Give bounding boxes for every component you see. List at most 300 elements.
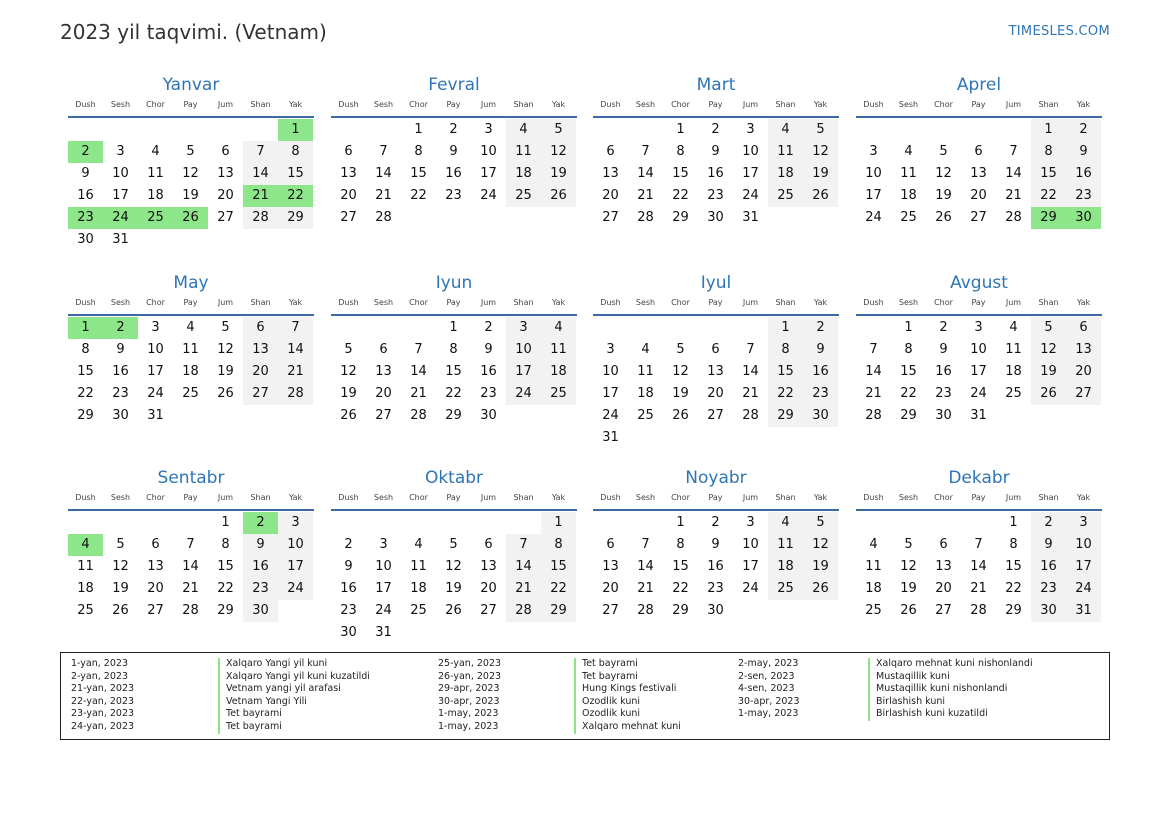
day-cell: 14 xyxy=(970,559,987,574)
day-cell: 8 xyxy=(541,534,576,556)
day-cell: 1 xyxy=(768,317,803,339)
day-cell: 23 xyxy=(935,386,952,401)
holiday-day-cell: 2 xyxy=(103,317,138,339)
legend-holiday-name: Xalqaro Yangi yil kuni kuzatildi xyxy=(218,671,370,684)
month-sentabr xyxy=(68,467,314,622)
brand-link[interactable]: TIMESLES.COM xyxy=(1008,24,1110,39)
day-cell: 27 xyxy=(480,603,497,618)
day-cell: 17 xyxy=(1066,556,1101,578)
day-cell: 14 xyxy=(278,339,313,361)
day-cell: 25 xyxy=(637,408,654,423)
day-cell: 25 xyxy=(77,603,94,618)
day-cell: 14 xyxy=(637,559,654,574)
day-grid xyxy=(331,512,577,644)
day-cell: 26 xyxy=(340,408,357,423)
day-cell: 24 xyxy=(375,603,392,618)
day-cell: 3 xyxy=(974,320,983,335)
day-cell: 1 xyxy=(449,320,458,335)
weekday-label: Dush xyxy=(600,100,621,109)
day-cell: 29 xyxy=(768,405,803,427)
day-cell: 21 xyxy=(865,386,882,401)
day-cell: 4 xyxy=(904,144,913,159)
legend-holiday-name: Vetnam Yangi Yili xyxy=(218,696,370,709)
day-cell: 17 xyxy=(865,188,882,203)
day-cell: 23 xyxy=(707,581,724,596)
legend-date: 2-yan, 2023 xyxy=(71,670,128,682)
day-cell: 19 xyxy=(672,386,689,401)
day-cell: 11 xyxy=(900,166,917,181)
weekday-label: Pay xyxy=(446,493,461,502)
holiday-day-cell: 24 xyxy=(103,207,138,229)
day-grid xyxy=(856,317,1102,427)
day-cell: 28 xyxy=(278,383,313,405)
empty-cell xyxy=(331,119,366,141)
day-cell: 18 xyxy=(410,581,427,596)
weekday-header xyxy=(593,296,839,316)
month-name: Iyul xyxy=(700,273,732,293)
day-cell: 6 xyxy=(606,144,615,159)
day-cell: 9 xyxy=(1031,534,1066,556)
legend-names-column xyxy=(218,658,370,734)
legend-date: 26-yan, 2023 xyxy=(438,670,502,682)
empty-cell xyxy=(68,119,103,141)
day-cell: 21 xyxy=(506,578,541,600)
day-cell: 25 xyxy=(865,603,882,618)
day-cell: 18 xyxy=(77,581,94,596)
weekday-label: Chor xyxy=(146,493,165,502)
day-cell: 15 xyxy=(445,364,462,379)
day-grid xyxy=(856,119,1102,229)
day-cell: 22 xyxy=(217,581,234,596)
day-cell: 8 xyxy=(81,342,90,357)
day-cell: 5 xyxy=(803,119,838,141)
day-cell: 28 xyxy=(970,603,987,618)
weekday-label: Pay xyxy=(183,493,198,502)
weekday-label: Jum xyxy=(217,493,234,502)
empty-cell xyxy=(173,512,208,534)
weekday-label: Shan xyxy=(250,100,271,109)
weekday-label: Sesh xyxy=(373,298,394,307)
day-cell: 27 xyxy=(243,383,278,405)
day-cell: 3 xyxy=(278,512,313,534)
day-cell: 19 xyxy=(1031,361,1066,383)
day-cell: 19 xyxy=(900,581,917,596)
weekday-header xyxy=(331,98,577,118)
day-cell: 31 xyxy=(970,408,987,423)
weekday-label: Yak xyxy=(551,493,566,502)
day-cell: 6 xyxy=(606,537,615,552)
day-cell: 20 xyxy=(1066,361,1101,383)
day-cell: 20 xyxy=(217,188,234,203)
day-cell: 3 xyxy=(151,320,160,335)
empty-cell xyxy=(628,512,663,534)
day-cell: 7 xyxy=(186,537,195,552)
day-cell: 29 xyxy=(1005,603,1022,618)
weekday-label: Sesh xyxy=(898,100,919,109)
day-cell: 16 xyxy=(243,556,278,578)
weekday-label: Dush xyxy=(75,493,96,502)
day-cell: 14 xyxy=(375,166,392,181)
month-may xyxy=(68,272,314,427)
day-cell: 15 xyxy=(77,364,94,379)
day-cell: 30 xyxy=(707,210,724,225)
weekday-label: Dush xyxy=(863,298,884,307)
weekday-header xyxy=(856,98,1102,118)
day-cell: 10 xyxy=(1066,534,1101,556)
day-cell: 17 xyxy=(742,559,759,574)
day-cell: 7 xyxy=(974,537,983,552)
legend-date: 1-may, 2023 xyxy=(438,720,499,732)
day-cell: 12 xyxy=(900,559,917,574)
day-grid xyxy=(593,119,839,229)
day-cell: 21 xyxy=(375,188,392,203)
day-cell: 19 xyxy=(112,581,129,596)
day-cell: 20 xyxy=(935,581,952,596)
day-cell: 15 xyxy=(672,166,689,181)
weekday-label: Shan xyxy=(1038,100,1059,109)
legend-holiday-name: Ozodlik kuni xyxy=(574,708,681,721)
weekday-label: Sesh xyxy=(635,493,656,502)
weekday-label: Jum xyxy=(217,298,234,307)
empty-cell xyxy=(138,119,173,141)
day-cell: 23 xyxy=(243,578,278,600)
day-cell: 10 xyxy=(970,342,987,357)
day-cell: 11 xyxy=(182,342,199,357)
day-cell: 19 xyxy=(541,163,576,185)
day-cell: 28 xyxy=(637,603,654,618)
day-cell: 8 xyxy=(904,342,913,357)
legend-holiday-name: Tet bayrami xyxy=(218,721,370,734)
day-cell: 21 xyxy=(1005,188,1022,203)
weekday-label: Jum xyxy=(480,100,497,109)
weekday-label: Yak xyxy=(1076,493,1091,502)
month-name: Iyun xyxy=(435,273,473,293)
day-cell: 13 xyxy=(707,364,724,379)
day-cell: 3 xyxy=(746,122,755,137)
day-cell: 24 xyxy=(970,386,987,401)
day-cell: 12 xyxy=(182,166,199,181)
day-cell: 10 xyxy=(278,534,313,556)
day-cell: 10 xyxy=(147,342,164,357)
weekday-label: Sesh xyxy=(110,298,131,307)
day-cell: 16 xyxy=(112,364,129,379)
day-cell: 18 xyxy=(147,188,164,203)
empty-cell xyxy=(628,119,663,141)
day-cell: 11 xyxy=(865,559,882,574)
day-cell: 4 xyxy=(541,317,576,339)
legend-date: 23-yan, 2023 xyxy=(71,708,135,720)
day-cell: 1 xyxy=(414,122,423,137)
legend-dates-column xyxy=(438,658,501,734)
weekday-label: Yak xyxy=(288,100,303,109)
day-cell: 9 xyxy=(803,339,838,361)
day-cell: 15 xyxy=(768,361,803,383)
weekday-label: Chor xyxy=(671,493,690,502)
day-cell: 6 xyxy=(711,342,720,357)
day-cell: 15 xyxy=(1031,163,1066,185)
legend-holiday-name: Birlashish kuni xyxy=(868,696,1033,709)
empty-cell xyxy=(208,119,243,141)
weekday-label: Yak xyxy=(551,100,566,109)
month-iyun xyxy=(331,272,577,427)
weekday-label: Sesh xyxy=(110,493,131,502)
weekday-label: Chor xyxy=(934,298,953,307)
day-cell: 8 xyxy=(221,537,230,552)
day-cell: 14 xyxy=(637,166,654,181)
empty-cell xyxy=(891,119,926,141)
day-cell: 23 xyxy=(340,603,357,618)
day-cell: 12 xyxy=(935,166,952,181)
day-cell: 9 xyxy=(939,342,948,357)
day-cell: 9 xyxy=(711,144,720,159)
day-cell: 10 xyxy=(480,144,497,159)
day-cell: 24 xyxy=(506,383,541,405)
day-cell: 2 xyxy=(939,320,948,335)
empty-cell xyxy=(366,119,401,141)
weekday-header xyxy=(856,491,1102,511)
day-cell: 28 xyxy=(637,210,654,225)
empty-cell xyxy=(733,317,768,339)
day-cell: 19 xyxy=(935,188,952,203)
day-cell: 7 xyxy=(379,144,388,159)
day-cell: 7 xyxy=(243,141,278,163)
day-cell: 6 xyxy=(974,144,983,159)
day-cell: 22 xyxy=(445,386,462,401)
holiday-legend xyxy=(60,652,1110,740)
month-name: Yanvar xyxy=(162,75,220,95)
day-cell: 1 xyxy=(676,515,685,530)
weekday-label: Shan xyxy=(1038,298,1059,307)
day-cell: 23 xyxy=(445,188,462,203)
day-cell: 1 xyxy=(1009,515,1018,530)
day-cell: 27 xyxy=(707,408,724,423)
weekday-label: Pay xyxy=(708,493,723,502)
day-cell: 10 xyxy=(865,166,882,181)
day-cell: 9 xyxy=(81,166,90,181)
day-cell: 30 xyxy=(803,405,838,427)
day-cell: 28 xyxy=(506,600,541,622)
day-cell: 25 xyxy=(768,185,803,207)
day-cell: 2 xyxy=(711,122,720,137)
weekday-label: Jum xyxy=(742,493,759,502)
day-cell: 14 xyxy=(243,163,278,185)
weekday-label: Pay xyxy=(971,100,986,109)
holiday-day-cell: 2 xyxy=(243,512,278,534)
weekday-label: Chor xyxy=(146,100,165,109)
empty-cell xyxy=(926,512,961,534)
weekday-label: Jum xyxy=(217,100,234,109)
day-cell: 30 xyxy=(340,625,357,640)
day-cell: 31 xyxy=(742,210,759,225)
day-cell: 29 xyxy=(217,603,234,618)
day-cell: 4 xyxy=(768,512,803,534)
day-cell: 18 xyxy=(768,163,803,185)
day-cell: 4 xyxy=(186,320,195,335)
day-cell: 8 xyxy=(768,339,803,361)
day-cell: 17 xyxy=(112,188,129,203)
day-cell: 28 xyxy=(742,408,759,423)
legend-holiday-name: Ozodlik kuni xyxy=(574,696,681,709)
day-cell: 5 xyxy=(803,512,838,534)
day-cell: 26 xyxy=(803,578,838,600)
month-mart xyxy=(593,74,839,229)
day-cell: 16 xyxy=(445,166,462,181)
day-cell: 11 xyxy=(506,141,541,163)
empty-cell xyxy=(996,119,1031,141)
day-cell: 6 xyxy=(1066,317,1101,339)
day-cell: 26 xyxy=(935,210,952,225)
legend-date: 22-yan, 2023 xyxy=(71,695,135,707)
weekday-label: Dush xyxy=(75,298,96,307)
weekday-label: Yak xyxy=(288,493,303,502)
day-cell: 9 xyxy=(243,534,278,556)
empty-cell xyxy=(856,512,891,534)
day-cell: 30 xyxy=(1031,600,1066,622)
day-cell: 15 xyxy=(1005,559,1022,574)
day-cell: 24 xyxy=(865,210,882,225)
weekday-label: Pay xyxy=(971,298,986,307)
weekday-header xyxy=(68,98,314,118)
day-cell: 21 xyxy=(182,581,199,596)
day-cell: 12 xyxy=(672,364,689,379)
empty-cell xyxy=(68,512,103,534)
empty-cell xyxy=(926,119,961,141)
day-cell: 25 xyxy=(1005,386,1022,401)
empty-cell xyxy=(366,512,401,534)
weekday-header xyxy=(331,491,577,511)
weekday-label: Shan xyxy=(775,100,796,109)
day-cell: 13 xyxy=(147,559,164,574)
day-cell: 26 xyxy=(900,603,917,618)
day-cell: 21 xyxy=(278,361,313,383)
weekday-label: Jum xyxy=(742,100,759,109)
empty-cell xyxy=(506,512,541,534)
day-cell: 12 xyxy=(541,141,576,163)
day-cell: 12 xyxy=(803,141,838,163)
day-cell: 28 xyxy=(375,210,392,225)
day-cell: 20 xyxy=(970,188,987,203)
month-name: Fevral xyxy=(428,75,480,95)
day-cell: 2 xyxy=(711,515,720,530)
day-cell: 26 xyxy=(217,386,234,401)
legend-holiday-name: Hung Kings festivali xyxy=(574,683,681,696)
day-cell: 7 xyxy=(746,342,755,357)
empty-cell xyxy=(628,317,663,339)
weekday-label: Sesh xyxy=(635,298,656,307)
day-cell: 25 xyxy=(768,578,803,600)
day-cell: 22 xyxy=(541,578,576,600)
legend-date: 4-sen, 2023 xyxy=(738,683,795,695)
day-cell: 19 xyxy=(340,386,357,401)
holiday-day-cell: 1 xyxy=(68,317,103,339)
day-cell: 23 xyxy=(707,188,724,203)
weekday-label: Chor xyxy=(671,100,690,109)
day-cell: 13 xyxy=(1066,339,1101,361)
day-cell: 20 xyxy=(602,581,619,596)
legend-names-column xyxy=(574,658,681,734)
day-cell: 11 xyxy=(147,166,164,181)
day-cell: 17 xyxy=(480,166,497,181)
day-cell: 6 xyxy=(221,144,230,159)
empty-cell xyxy=(663,317,698,339)
weekday-label: Chor xyxy=(671,298,690,307)
day-cell: 31 xyxy=(147,408,164,423)
legend-date: 1-may, 2023 xyxy=(738,708,799,720)
empty-cell xyxy=(471,512,506,534)
day-cell: 26 xyxy=(803,185,838,207)
day-cell: 18 xyxy=(1005,364,1022,379)
day-cell: 5 xyxy=(449,537,458,552)
day-cell: 28 xyxy=(410,408,427,423)
day-cell: 4 xyxy=(641,342,650,357)
day-cell: 13 xyxy=(243,339,278,361)
legend-dates-column xyxy=(738,658,800,721)
empty-cell xyxy=(593,512,628,534)
legend-date: 25-yan, 2023 xyxy=(438,658,502,669)
weekday-label: Jum xyxy=(1005,493,1022,502)
legend-date: 30-apr, 2023 xyxy=(738,695,800,707)
weekday-label: Yak xyxy=(813,100,828,109)
day-cell: 19 xyxy=(803,163,838,185)
weekday-label: Dush xyxy=(863,493,884,502)
day-grid xyxy=(593,512,839,622)
day-cell: 17 xyxy=(506,361,541,383)
weekday-label: Sesh xyxy=(110,100,131,109)
weekday-label: Shan xyxy=(1038,493,1059,502)
day-cell: 5 xyxy=(541,119,576,141)
day-cell: 17 xyxy=(970,364,987,379)
empty-cell xyxy=(173,119,208,141)
day-cell: 28 xyxy=(865,408,882,423)
day-cell: 5 xyxy=(676,342,685,357)
day-cell: 20 xyxy=(602,188,619,203)
empty-cell xyxy=(401,512,436,534)
legend-date: 24-yan, 2023 xyxy=(71,720,135,732)
day-cell: 13 xyxy=(375,364,392,379)
day-cell: 22 xyxy=(410,188,427,203)
day-cell: 19 xyxy=(445,581,462,596)
day-cell: 3 xyxy=(1066,512,1101,534)
day-cell: 12 xyxy=(803,534,838,556)
day-cell: 11 xyxy=(410,559,427,574)
weekday-label: Chor xyxy=(934,493,953,502)
weekday-label: Pay xyxy=(971,493,986,502)
day-cell: 8 xyxy=(449,342,458,357)
weekday-label: Yak xyxy=(1076,298,1091,307)
day-cell: 20 xyxy=(375,386,392,401)
month-yanvar xyxy=(68,74,314,251)
day-cell: 7 xyxy=(1009,144,1018,159)
month-name: Dekabr xyxy=(948,468,1010,488)
day-cell: 1 xyxy=(676,122,685,137)
day-cell: 30 xyxy=(935,408,952,423)
weekday-label: Dush xyxy=(600,493,621,502)
day-cell: 25 xyxy=(900,210,917,225)
day-grid xyxy=(856,512,1102,622)
day-cell: 10 xyxy=(375,559,392,574)
day-cell: 15 xyxy=(217,559,234,574)
day-cell: 8 xyxy=(278,141,313,163)
day-cell: 9 xyxy=(116,342,125,357)
day-cell: 4 xyxy=(151,144,160,159)
weekday-label: Shan xyxy=(775,493,796,502)
day-cell: 21 xyxy=(637,581,654,596)
day-cell: 16 xyxy=(935,364,952,379)
day-cell: 7 xyxy=(641,144,650,159)
day-cell: 5 xyxy=(1031,317,1066,339)
day-cell: 9 xyxy=(1066,141,1101,163)
day-cell: 16 xyxy=(480,364,497,379)
